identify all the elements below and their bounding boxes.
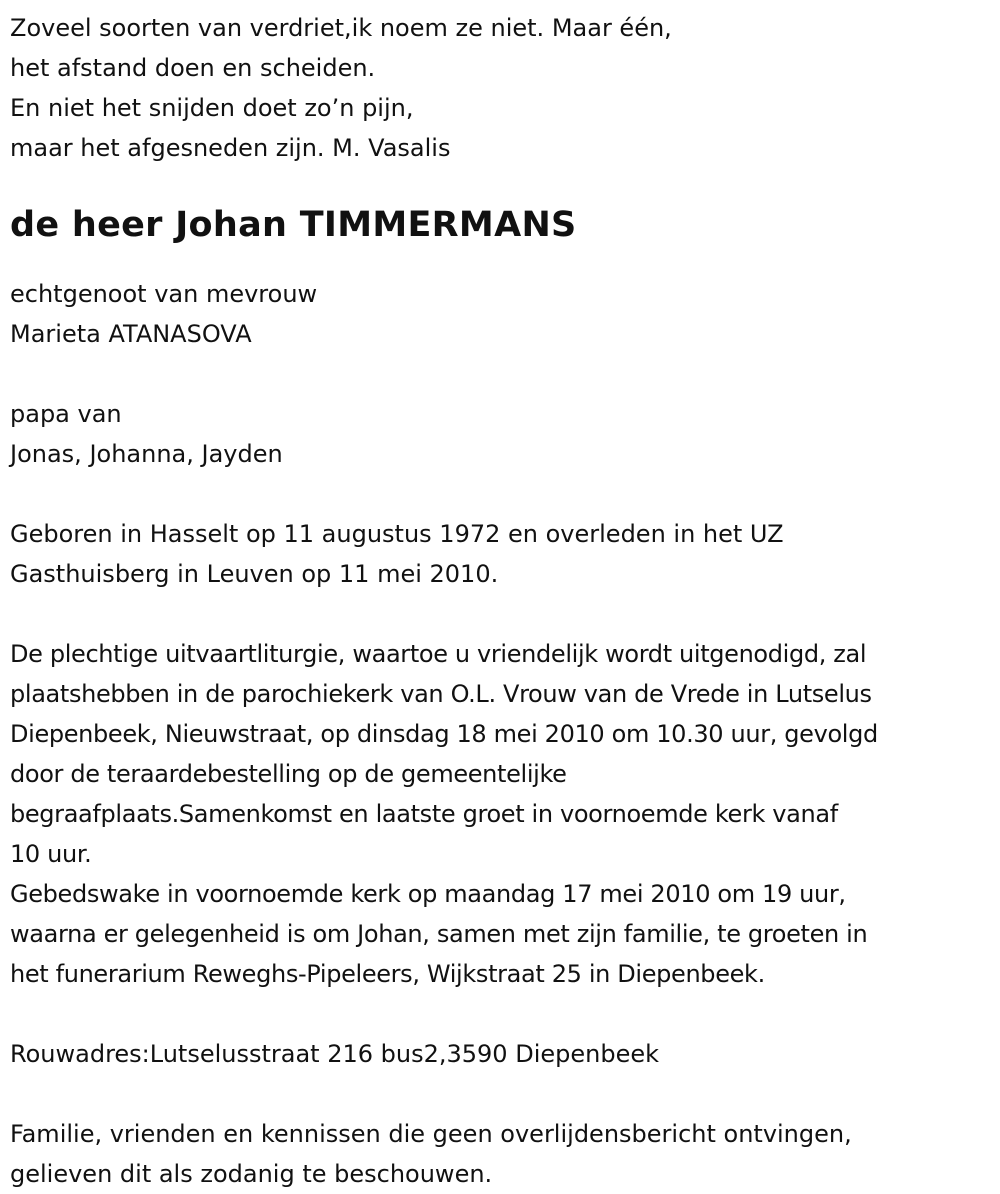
funeral-line: Gebedswake in voornoemde kerk op maandag 17 mei 2010 om 19 uur, (10, 880, 846, 909)
funeral-line: 10 uur. (10, 840, 92, 869)
poem-line: maar het afgesneden zijn. M. Vasalis (10, 134, 451, 162)
spouse-line: echtgenoot van mevrouw (10, 280, 318, 309)
closing-line: gelieven dit als zodanig te beschouwen. (10, 1160, 493, 1189)
birth-death-line: Gasthuisberg in Leuven op 11 mei 2010. (10, 560, 499, 589)
deceased-name: de heer Johan TIMMERMANS (10, 205, 577, 245)
spouse-line: Marieta ATANASOVA (10, 320, 252, 349)
children-line: Jonas, Johanna, Jayden (10, 440, 283, 469)
closing-block (10, 1114, 995, 1194)
birth-death-line: Geboren in Hasselt op 11 augustus 1972 en overleden in het UZ (10, 520, 784, 549)
spacer (10, 354, 995, 394)
poem-line: En niet het snijden doet zo’n pijn, (10, 94, 414, 122)
funeral-block (10, 634, 995, 994)
spacer (10, 594, 995, 634)
funeral-line: begraafplaats.Samenkomst en laatste groet in voornoemde kerk vanaf (10, 800, 838, 829)
funeral-line: plaatshebben in de parochiekerk van O.L. Vrouw van de Vrede in Lutselus (10, 680, 872, 709)
spouse-block (10, 274, 995, 354)
funeral-line: waarna er gelegenheid is om Johan, samen met zijn familie, te groeten in (10, 920, 868, 949)
poem (10, 8, 995, 168)
poem-line: het afstand doen en scheiden. (10, 54, 376, 82)
funeral-line: De plechtige uitvaartliturgie, waartoe u vriendelijk wordt uitgenodigd, zal (10, 640, 867, 669)
spacer (10, 994, 995, 1034)
spacer (10, 1074, 995, 1114)
funeral-line: Diepenbeek, Nieuwstraat, op dinsdag 18 mei 2010 om 10.30 uur, gevolgd (10, 720, 878, 749)
mourning-address: Rouwadres:Lutselusstraat 216 bus2,3590 Diepenbeek (10, 1040, 659, 1069)
funeral-line: door de teraardebestelling op de gemeentelijke (10, 760, 567, 789)
funeral-line: het funerarium Reweghs-Pipeleers, Wijkstraat 25 in Diepenbeek. (10, 960, 765, 989)
children-block (10, 394, 995, 474)
birth-death-block (10, 514, 995, 594)
closing-line: Familie, vrienden en kennissen die geen overlijdensbericht ontvingen, (10, 1120, 852, 1149)
obituary-document (10, 8, 995, 1194)
spacer (10, 474, 995, 514)
children-line: papa van (10, 400, 122, 429)
poem-line: Zoveel soorten van verdriet,ik noem ze niet. Maar één, (10, 14, 672, 42)
